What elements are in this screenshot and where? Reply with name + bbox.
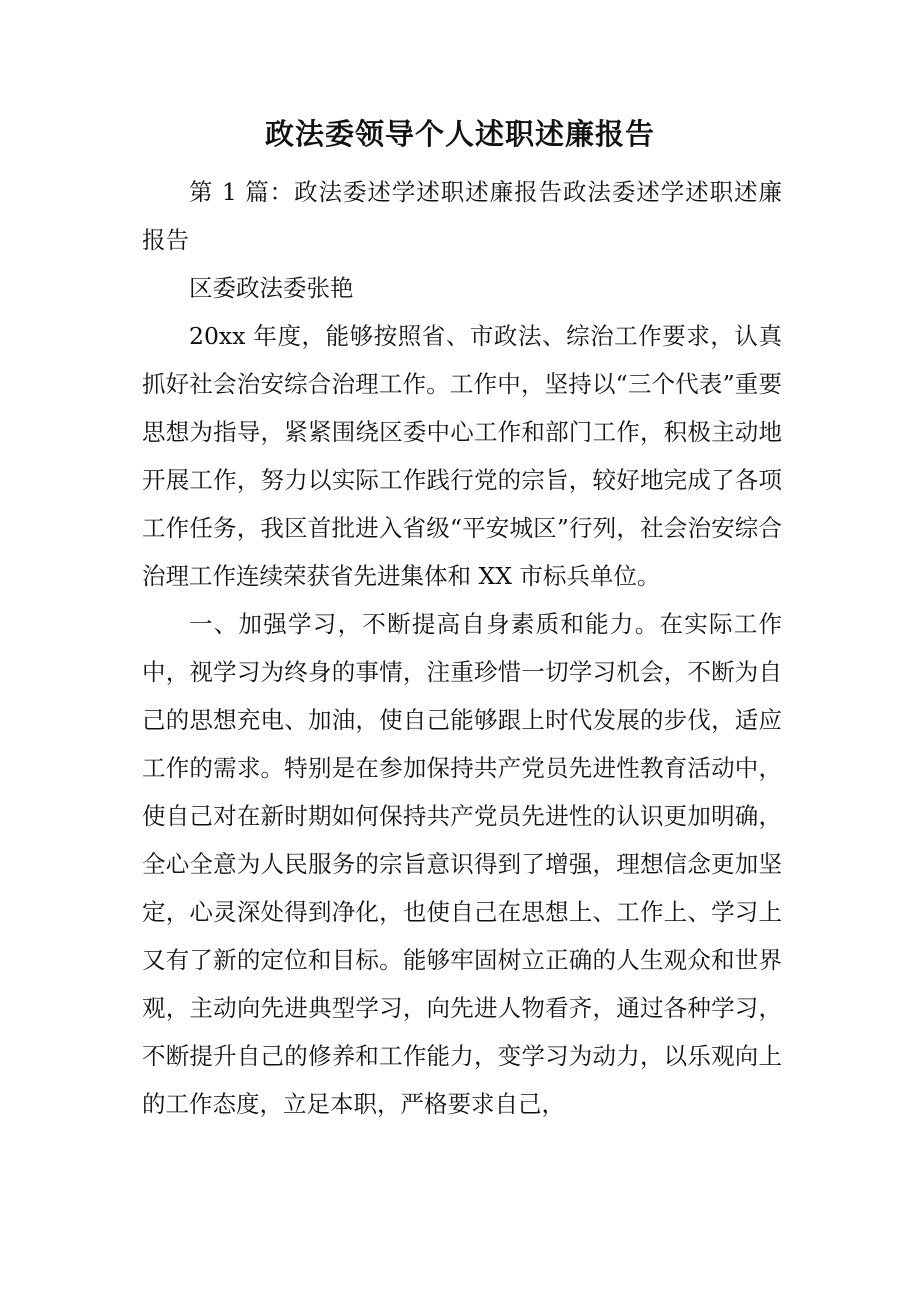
paragraph-intro: 20xx 年度，能够按照省、市政法、综治工作要求，认真抓好社会治安综合治理工作。工作中，坚持以“三个代表”重要思想为指导，紧紧围绕区委中心工作和部门工作，积极主动地开展工作，努力以实际工作践行党的宗旨，较好地完成了各项工作任务，我区首批进入省级“平安城区”行列，社会治安综合治理工作连续荣获省先进集体和 XX 市标兵单位。 <box>142 322 782 590</box>
paragraph-heading: 第 1 篇：政法委述学述职述廉报告政法委述学述职述廉报告 <box>142 178 783 254</box>
paragraph-author: 区委政法委张艳 <box>189 274 354 302</box>
paragraph-section-one: 一、加强学习，不断提高自身素质和能力。在实际工作中，视学习为终身的事情，注重珍惜一切学习机会，不断为自己的思想充电、加油，使自己能够跟上时代发展的步伐，适应工作的需求。特别是在参加保持共产党员先进性教育活动中，使自己对在新时期如何保持共产党员先进性的认识更加明确，全心全意为人民服务的宗旨意识得到了增强，理想信念更加坚定，心灵深处得到净化，也使自己在思想上、工作上、学习上又有了新的定位和目标。能够牢固树立正确的人生观众和世界观，主动向先进典型学习，向先进人物看齐，通过各种学习，不断提升自己的修养和工作能力，变学习为动力，以乐观向上的工作态度，立足本职，严格要求自己， <box>142 610 782 1118</box>
document-body <box>142 168 782 1128</box>
document-title: 政法委领导个人述职述廉报告 <box>264 117 655 151</box>
